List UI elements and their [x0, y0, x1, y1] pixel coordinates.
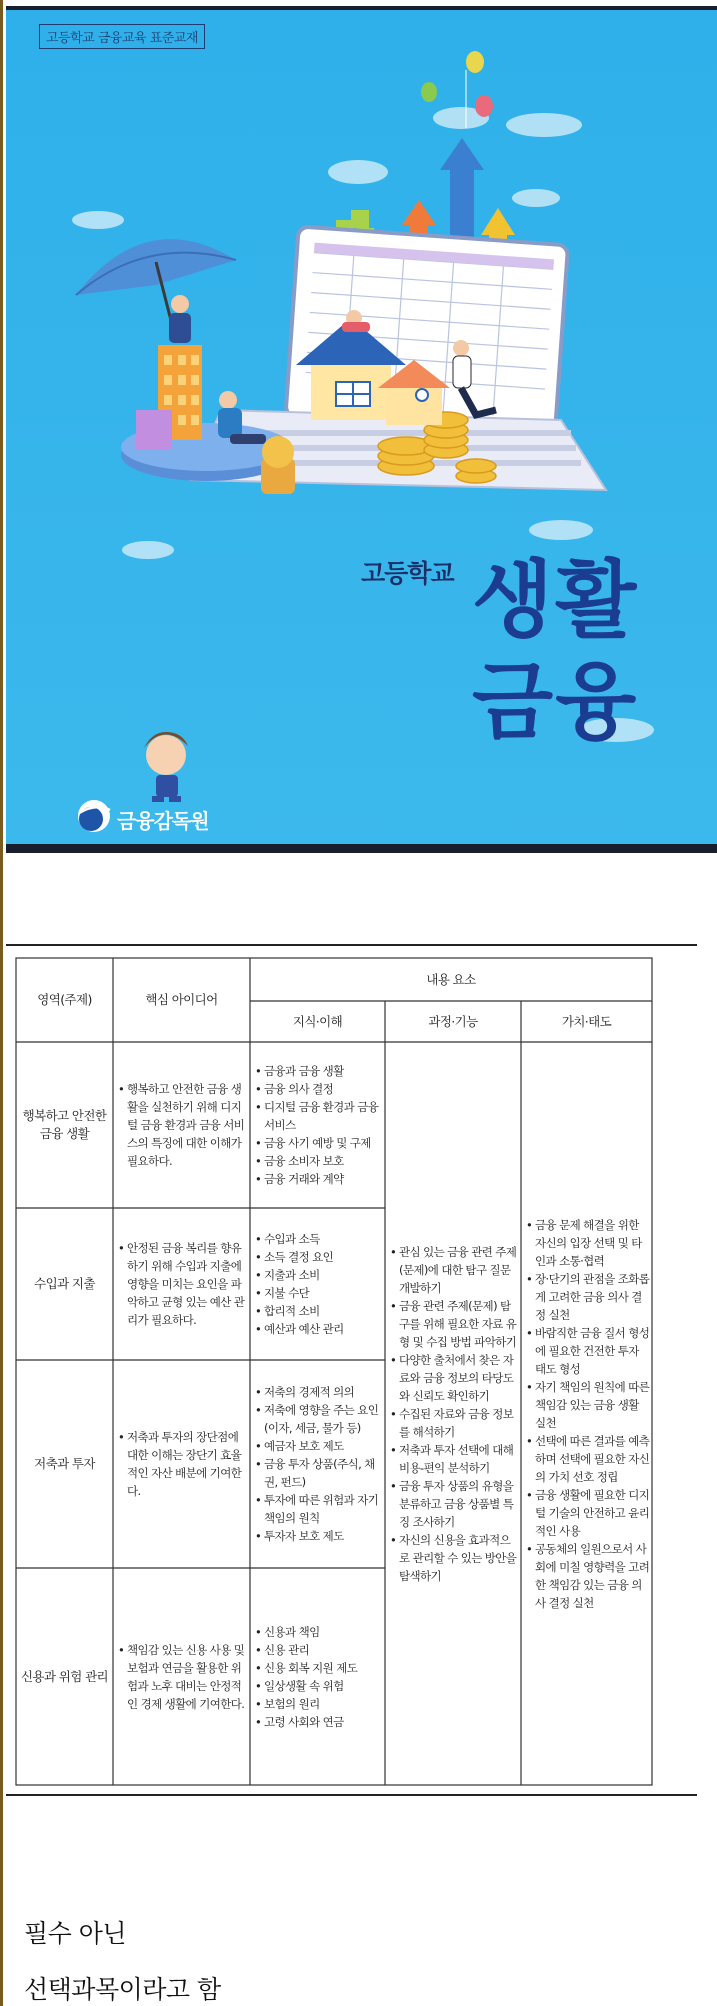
- value-item: • 선택에 따른 결과를 예측하며 선택에 필요한 자신의 가치 선호 정립: [526, 1432, 650, 1486]
- knowledge-item: • 금융 소비자 보호: [255, 1152, 382, 1170]
- core-idea-text: • 저축과 투자의 장단점에 대한 이해는 장단기 효율적인 자산 배분에 기여한다.: [118, 1428, 246, 1500]
- textbook-cover-image: [6, 6, 717, 853]
- value-item: • 금융 생활에 필요한 디지털 기술의 안전하고 윤리적인 사용: [526, 1486, 650, 1540]
- row-area: 수입과 지출: [34, 1276, 95, 1291]
- knowledge-item: • 투자에 따른 위험과 자기 책임의 원칙: [255, 1491, 382, 1527]
- value-item: • 공동체의 일원으로서 사회에 미칠 영향력을 고려한 책임감 있는 금융 의사 결정 실천: [526, 1540, 650, 1612]
- row-knowledge: [255, 1568, 382, 1785]
- header-content-elements: 내용 요소: [426, 971, 476, 987]
- knowledge-item: • 고령 사회와 연금: [255, 1713, 382, 1731]
- comment-line-1: 필수 아닌: [24, 1919, 127, 1948]
- row-area: 행복하고 안전한 금융 생활: [22, 1108, 107, 1141]
- knowledge-item: • 투자자 보호 제도: [255, 1527, 382, 1545]
- knowledge-item: • 저축의 경제적 의의: [255, 1383, 382, 1401]
- header-core-idea: 핵심 아이디어: [145, 992, 218, 1007]
- cover-publisher: 금융감독원: [117, 809, 209, 833]
- header-knowledge: 지식·이해: [292, 1013, 343, 1029]
- cover-series-label: 고등학교 금융교육 표준교재: [39, 24, 205, 49]
- header-value: 가치·태도: [561, 1013, 612, 1029]
- knowledge-item: • 지불 수단: [255, 1284, 382, 1302]
- row-knowledge: [255, 1042, 382, 1208]
- row-core-idea: [118, 1042, 246, 1208]
- process-item: • 자신의 신용을 효과적으로 관리할 수 있는 방안을 탐색하기: [390, 1531, 518, 1585]
- process-item: • 저축과 투자 선택에 대해 비용-편익 분석하기: [390, 1441, 518, 1477]
- knowledge-item: • 예금자 보호 제도: [255, 1437, 382, 1455]
- core-idea-text: • 행복하고 안전한 금융 생활을 실천하기 위해 디지털 금융 환경과 금융 서비스의 특징에 대한 이해가 필요하다.: [118, 1080, 246, 1170]
- knowledge-item: • 금융과 금융 생활: [255, 1062, 382, 1080]
- knowledge-item: • 지출과 소비: [255, 1266, 382, 1284]
- knowledge-item: • 소득 결정 요인: [255, 1248, 382, 1266]
- knowledge-item: • 금융 의사 결정: [255, 1080, 382, 1098]
- knowledge-item: • 디지털 금융 환경과 금융 서비스: [255, 1098, 382, 1134]
- value-item: • 금융 문제 해결을 위한 자신의 입장 선택 및 타인과 소통·협력: [526, 1216, 650, 1270]
- knowledge-item: • 금융 거래와 계약: [255, 1170, 382, 1188]
- cover-title-line2: 금융: [472, 653, 639, 751]
- curriculum-table: [0, 940, 717, 1802]
- process-column: [390, 1042, 518, 1785]
- process-item: • 금융 관련 주제(문제) 탐구를 위해 필요한 자료 유형 및 수집 방법 파악하기: [390, 1297, 518, 1351]
- row-core-idea: [118, 1568, 246, 1785]
- knowledge-item: • 보험의 원리: [255, 1695, 382, 1713]
- comment-line-2: 선택과목이라고 함: [24, 1975, 221, 2004]
- process-item: • 금융 투자 상품의 유형을 분류하고 금융 상품별 특징 조사하기: [390, 1477, 518, 1531]
- knowledge-item: • 신용 회복 지원 제도: [255, 1659, 382, 1677]
- value-item: • 바람직한 금융 질서 형성에 필요한 건전한 투자 태도 형성: [526, 1324, 650, 1378]
- cover-title-line1: 생활: [472, 551, 639, 649]
- row-knowledge: [255, 1208, 382, 1360]
- row-core-idea: [118, 1360, 246, 1568]
- knowledge-item: • 신용 관리: [255, 1641, 382, 1659]
- knowledge-item: • 신용과 책임: [255, 1623, 382, 1641]
- table-bottom-rule: [6, 1794, 697, 1796]
- knowledge-item: • 예산과 예산 관리: [255, 1320, 382, 1338]
- knowledge-item: • 합리적 소비: [255, 1302, 382, 1320]
- core-idea-text: • 책임감 있는 신용 사용 및 보험과 연금을 활용한 위험과 노후 대비는 안정적인 경제 생활에 기여한다.: [118, 1641, 246, 1713]
- process-item: • 수집된 자료와 금융 정보를 해석하기: [390, 1405, 518, 1441]
- knowledge-item: • 수입과 소득: [255, 1230, 382, 1248]
- knowledge-item: • 금융 투자 상품(주식, 채권, 펀드): [255, 1455, 382, 1491]
- value-item: • 장·단기의 관점을 조화롭게 고려한 금융 의사 결정 실천: [526, 1270, 650, 1324]
- knowledge-item: • 금융 사기 예방 및 구제: [255, 1134, 382, 1152]
- value-item: • 자기 책임의 원칙에 따른 책임감 있는 금융 생활 실천: [526, 1378, 650, 1432]
- knowledge-item: • 저축에 영향을 주는 요인(이자, 세금, 물가 등): [255, 1401, 382, 1437]
- value-column: [526, 1042, 650, 1785]
- row-area: 신용과 위험 관리: [20, 1668, 109, 1684]
- cover-school-level: 고등학교: [361, 559, 454, 588]
- process-item: • 관심 있는 금융 관련 주제(문제)에 대한 탐구 질문 개발하기: [390, 1243, 518, 1297]
- header-process: 과정·기능: [428, 1013, 478, 1029]
- process-item: • 다양한 출처에서 찾은 자료와 금융 정보의 타당도와 신뢰도 확인하기: [390, 1351, 518, 1405]
- core-idea-text: • 안정된 금융 복리를 향유하기 위해 수입과 지출에 영향을 미치는 요인을 파악하고 균형 있는 예산 관리가 필요하다.: [118, 1239, 246, 1329]
- header-area: 영역(주제): [37, 992, 92, 1007]
- knowledge-item: • 일상생활 속 위험: [255, 1677, 382, 1695]
- row-knowledge: [255, 1360, 382, 1568]
- row-core-idea: [118, 1208, 246, 1360]
- row-area: 저축과 투자: [34, 1456, 95, 1471]
